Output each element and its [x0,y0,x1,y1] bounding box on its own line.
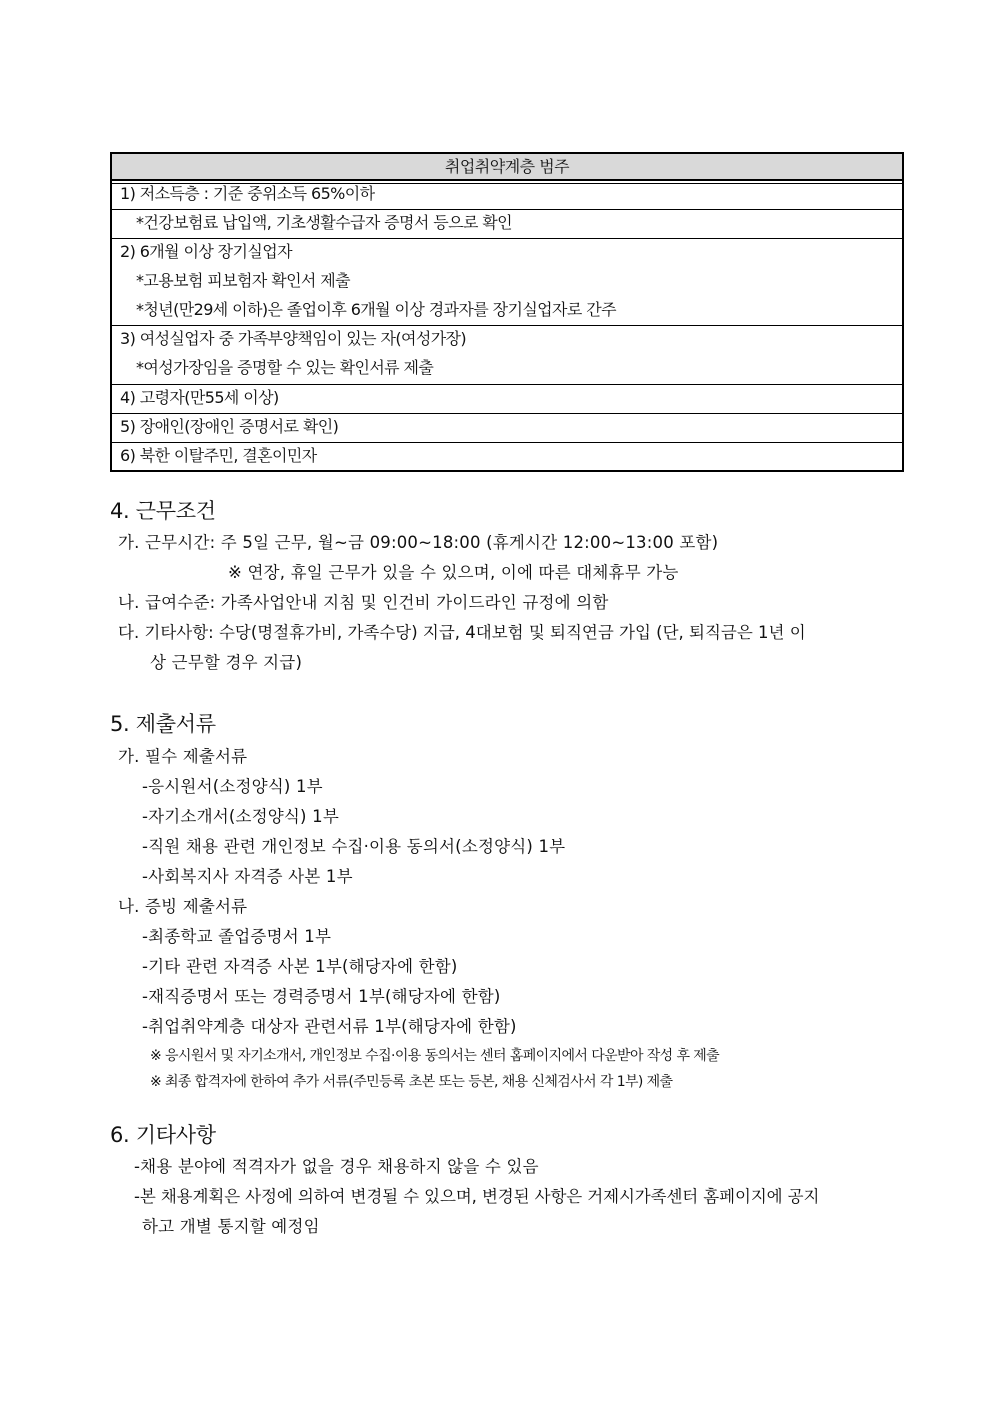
work-hours-text: 가. 근무시간: 주 5일 근무, 월~금 09:00~18:00 (휴게시간 12:00~13:00 포함) [118,533,719,552]
required-document-item: -응시원서(소정양식) 1부 [142,777,323,796]
category-divider [112,238,902,239]
other-note-item-continued: 하고 개별 통지할 예정임 [142,1217,320,1236]
category-line: 3) 여성실업자 중 가족부양책임이 있는 자(여성가장) [120,329,467,348]
proof-document-item: -최종학교 졸업증명서 1부 [142,927,332,946]
other-conditions-continued: 상 근무할 경우 지급) [150,653,303,672]
category-line: *여성가장임을 증명할 수 있는 확인서류 제출 [136,358,434,377]
required-document-item: -자기소개서(소정양식) 1부 [142,807,339,826]
category-line: *건강보험료 납입액, 기초생활수급자 증명서 등으로 확인 [136,213,513,232]
submission-note: ※ 응시원서 및 자기소개서, 개인정보 수집·이용 동의서는 센터 홈페이지에서 다운받아 작성 후 제출 [150,1048,720,1064]
salary-text: 나. 급여수준: 가족사업안내 지침 및 인건비 가이드라인 규정에 의함 [118,593,609,612]
category-line: 6) 북한 이탈주민, 결혼이민자 [120,446,317,465]
category-line: *청년(만29세 이하)은 졸업이후 6개월 이상 경과자를 장기실업자로 간주 [136,300,616,319]
required-documents-heading: 가. 필수 제출서류 [118,747,248,766]
proof-document-item: -기타 관련 자격증 사본 1부(해당자에 한함) [142,957,458,976]
category-line: 4) 고령자(만55세 이상) [120,388,279,407]
section-5-title: 5. 제출서류 [110,712,216,736]
category-line: 2) 6개월 이상 장기실업자 [120,242,292,261]
category-line: *고용보험 피보험자 확인서 제출 [136,271,350,290]
category-divider [112,442,902,443]
category-divider [112,209,902,210]
category-box-header: 취업취약계층 범주 [112,154,902,181]
category-line: 5) 장애인(장애인 증명서로 확인) [120,417,339,436]
category-divider [112,384,902,385]
work-hours-note: ※ 연장, 휴일 근무가 있을 수 있으며, 이에 따른 대체휴무 가능 [228,563,679,582]
category-line: 1) 저소득층 : 기준 중위소득 65%이하 [120,184,375,203]
proof-document-item: -취업취약계층 대상자 관련서류 1부(해당자에 한함) [142,1017,517,1036]
required-document-item: -사회복지사 자격증 사본 1부 [142,867,353,886]
vulnerable-group-category-box [110,152,904,472]
other-note-item: -본 채용계획은 사정에 의하여 변경될 수 있으며, 변경된 사항은 거제시가족센터 홈페이지에 공지 [134,1187,820,1206]
submission-note: ※ 최종 합격자에 한하여 추가 서류(주민등록 초본 또는 등본, 채용 신체검사서 각 1부) 제출 [150,1074,673,1090]
other-note-item: -채용 분야에 적격자가 없을 경우 채용하지 않을 수 있음 [134,1157,539,1176]
section-4-title: 4. 근무조건 [110,499,216,523]
category-divider [112,413,902,414]
proof-document-item: -재직증명서 또는 경력증명서 1부(해당자에 한함) [142,987,501,1006]
section-6-title: 6. 기타사항 [110,1123,216,1147]
proof-documents-heading: 나. 증빙 제출서류 [118,897,248,916]
other-conditions-text: 다. 기타사항: 수당(명절휴가비, 가족수당) 지급, 4대보험 및 퇴직연금 가입 (단, 퇴직금은 1년 이 [118,623,806,642]
category-divider [112,325,902,326]
required-document-item: -직원 채용 관련 개인정보 수집·이용 동의서(소정양식) 1부 [142,837,566,856]
